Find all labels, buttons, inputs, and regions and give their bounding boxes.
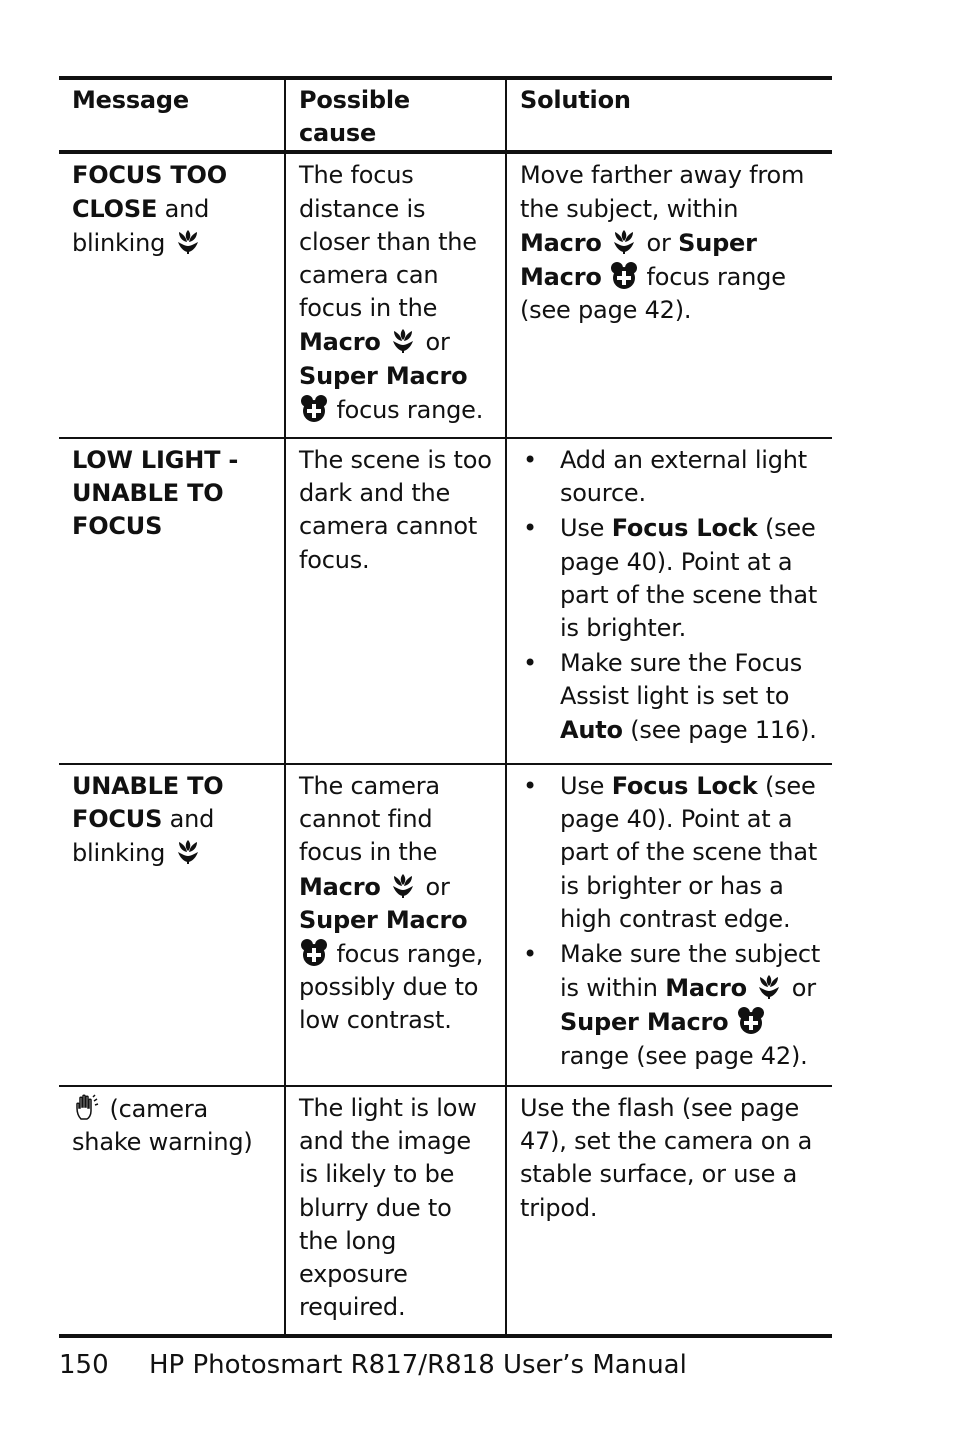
macro-flower-icon [388, 870, 418, 900]
message-code: LOW LIGHT - UNABLE TO FOCUS [72, 446, 239, 541]
solution-text: Make sure the subject is within [560, 940, 821, 1003]
cause-cell [285, 152, 506, 438]
cause-cell [285, 764, 506, 1086]
macro-flower-icon [173, 226, 203, 256]
table-header-row [59, 78, 832, 152]
message-text: and blinking [72, 805, 215, 868]
page-footer [59, 1347, 687, 1383]
solution-cell [506, 764, 832, 1086]
table-row [59, 152, 832, 438]
list-item [520, 938, 822, 1073]
solution-text: focus range (see page 42). [520, 263, 786, 325]
list-item [520, 512, 822, 645]
cause-text: focus range, possibly due to low contrast. [299, 940, 484, 1035]
solution-text: Use the flash (see page 47), set the camera on a stable surface, or use a tripod. [520, 1094, 813, 1222]
cause-text: The camera cannot find focus in the [299, 772, 440, 867]
solution-text: Make sure the Focus Assist light is set to [560, 649, 803, 711]
message-code: FOCUS TOO CLOSE [72, 161, 227, 223]
focus-lock-label: Focus Lock [611, 514, 758, 543]
macro-mode-label: Macro [299, 328, 381, 357]
cause-text: The scene is too dark and the camera cannot focus. [299, 446, 492, 574]
manual-title: HP Photosmart R817/R818 User’s Manual [149, 1350, 687, 1380]
macro-mode-label: Macro [299, 872, 381, 901]
macro-mode-label: Macro [665, 974, 747, 1003]
solution-list [520, 444, 822, 747]
page-number: 150 [59, 1350, 109, 1380]
list-item [520, 647, 822, 747]
super-macro-plus-icon [609, 260, 639, 290]
super-macro-mode-label: Super Macro [299, 361, 468, 390]
header-solution: Solution [506, 78, 832, 152]
message-text: and blinking [72, 194, 210, 257]
super-macro-plus-icon [299, 393, 329, 423]
message-code: UNABLE TO FOCUS [72, 772, 224, 834]
message-cell [59, 1086, 285, 1336]
solution-list [520, 770, 822, 1073]
cause-cell [285, 438, 506, 764]
message-cell [59, 152, 285, 438]
table-row [59, 1086, 832, 1336]
solution-text: Move farther away from the subject, within [520, 161, 805, 223]
auto-setting-label: Auto [560, 715, 623, 744]
cause-text: The light is low and the image is likely to be blurry due to the long exposure required. [299, 1094, 477, 1322]
focus-lock-label: Focus Lock [611, 772, 758, 801]
list-item [520, 770, 822, 936]
super-macro-plus-icon [736, 1005, 766, 1035]
cause-cell [285, 1086, 506, 1336]
macro-flower-icon [609, 226, 639, 256]
solution-cell [506, 438, 832, 764]
super-macro-mode-label: Super Macro [520, 228, 757, 292]
camera-shake-hand-icon [72, 1092, 102, 1122]
solution-text: or [791, 974, 816, 1003]
message-text: (camera shake warning) [72, 1095, 253, 1157]
cause-text: or [425, 328, 450, 357]
macro-flower-icon [173, 836, 203, 866]
header-possible-cause: Possible cause [285, 78, 506, 152]
cause-text: The focus distance is closer than the camera can focus in the [299, 161, 477, 323]
solution-text: or [646, 228, 671, 257]
solution-text: (see page 116). [630, 715, 817, 744]
super-macro-mode-label: Super Macro [299, 905, 468, 934]
troubleshooting-table [59, 76, 832, 1338]
macro-flower-icon [388, 325, 418, 355]
message-cell [59, 438, 285, 764]
solution-text: Add an external light source. [560, 446, 808, 508]
solution-cell [506, 152, 832, 438]
solution-text: Use [560, 514, 605, 543]
list-item [520, 444, 822, 510]
macro-mode-label: Macro [520, 228, 602, 257]
cause-text: or [425, 872, 450, 901]
solution-text: (see page 40). Point at a part of the scene that is brighter or has a high contrast edge. [560, 772, 818, 933]
macro-flower-icon [754, 971, 784, 1001]
super-macro-mode-label: Super Macro [560, 1008, 729, 1037]
message-cell [59, 764, 285, 1086]
solution-text: range (see page 42). [560, 1041, 808, 1070]
solution-text: (see page 40). Point at a part of the scene that is brighter. [560, 514, 818, 643]
table-row [59, 438, 832, 764]
super-macro-plus-icon [299, 937, 329, 967]
solution-text: Use [560, 772, 605, 801]
cause-text: focus range. [336, 395, 484, 424]
header-message: Message [59, 78, 285, 152]
solution-cell [506, 1086, 832, 1336]
table-row [59, 764, 832, 1086]
